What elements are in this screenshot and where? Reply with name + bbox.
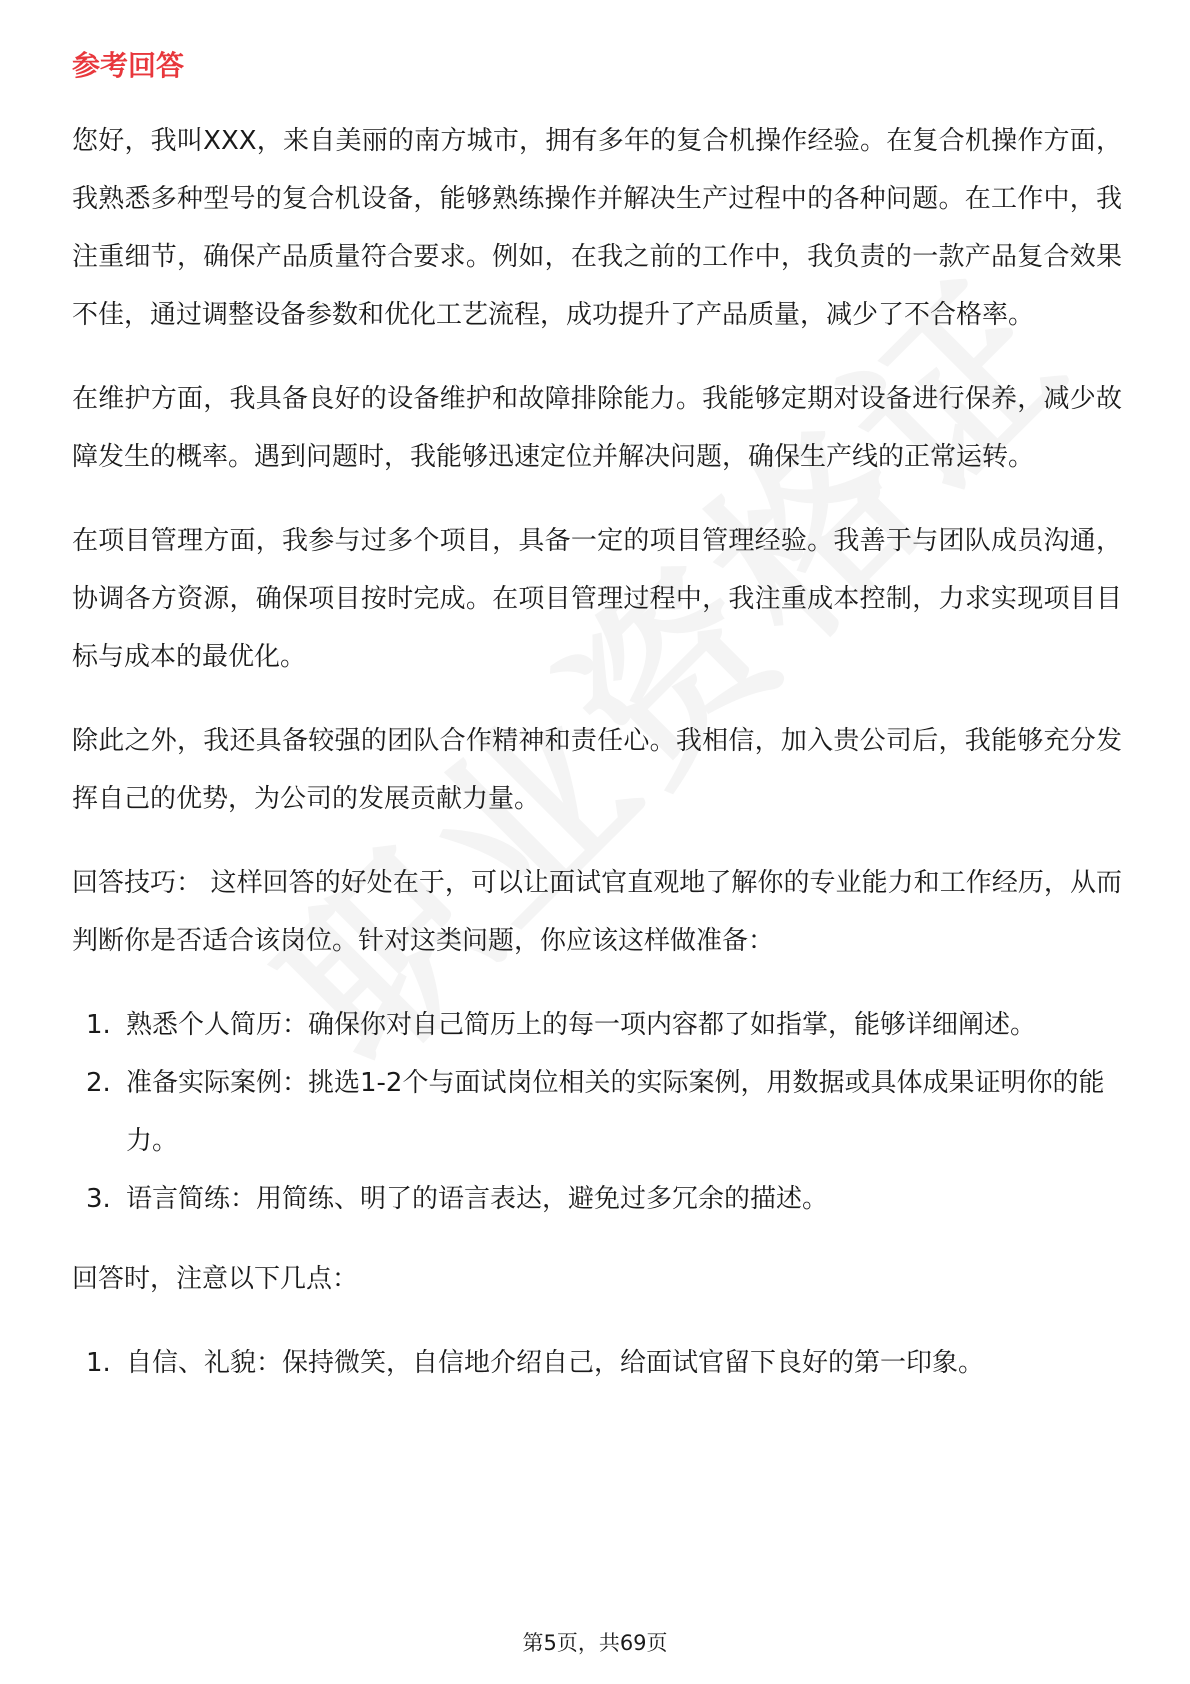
paragraph-maintenance: 在维护方面，我具备良好的设备维护和故障排除能力。我能够定期对设备进行保养，减少故障发生的概率。遇到问题时，我能够迅速定位并解决问题，确保生产线的正常运转。 [72, 384, 1122, 472]
list-item [72, 996, 1122, 1054]
paragraph-notes-intro: 回答时，注意以下几点： [72, 1264, 359, 1294]
list-number: 3. [86, 1184, 111, 1214]
paragraph-project-management: 在项目管理方面，我参与过多个项目，具备一定的项目管理经验。我善于与团队成员沟通，协调各方资源，确保项目按时完成。在项目管理过程中，我注重成本控制，力求实现项目目标与成本的最优化。 [72, 526, 1122, 672]
list-item-text: 熟悉个人简历：确保你对自己简历上的每一项内容都了如指掌，能够详细阐述。 [126, 1010, 1037, 1040]
list-item-text: 自信、礼貌：保持微笑，自信地介绍自己，给面试官留下良好的第一印象。 [126, 1348, 985, 1378]
list-number: 2. [86, 1068, 111, 1098]
tips-list [72, 996, 1122, 1228]
page-content [72, 46, 1122, 1414]
list-number: 1. [86, 1348, 111, 1378]
list-item [72, 1334, 1122, 1392]
paragraph-intro: 您好，我叫XXX，来自美丽的南方城市，拥有多年的复合机操作经验。在复合机操作方面，我熟悉多种型号的复合机设备，能够熟练操作并解决生产过程中的各种问题。在工作中，我注重细节，确保产品质量符合要求。例如，在我之前的工作中，我负责的一款产品复合效果不佳，通过调整设备参数和优化工艺流程，成功提升了产品质量，减少了不合格率。 [72, 126, 1122, 330]
list-number: 1. [86, 1010, 111, 1040]
paragraph-teamwork: 除此之外，我还具备较强的团队合作精神和责任心。我相信，加入贵公司后，我能够充分发挥自己的优势，为公司的发展贡献力量。 [72, 726, 1122, 814]
section-heading: 参考回答 [72, 49, 185, 82]
list-item [72, 1170, 1122, 1228]
list-item [72, 1054, 1122, 1170]
list-item-text: 准备实际案例：挑选1-2个与面试岗位相关的实际案例，用数据或具体成果证明你的能力。 [126, 1068, 1105, 1156]
paragraph-answer-tips: 回答技巧： 这样回答的好处在于，可以让面试官直观地了解你的专业能力和工作经历，从而判断你是否适合该岗位。针对这类问题，你应该这样做准备： [72, 868, 1122, 956]
page-footer: 第5页，共69页 [522, 1631, 668, 1655]
list-item-text: 语言简练：用简练、明了的语言表达，避免过多冗余的描述。 [126, 1184, 829, 1214]
notes-list [72, 1334, 1122, 1392]
